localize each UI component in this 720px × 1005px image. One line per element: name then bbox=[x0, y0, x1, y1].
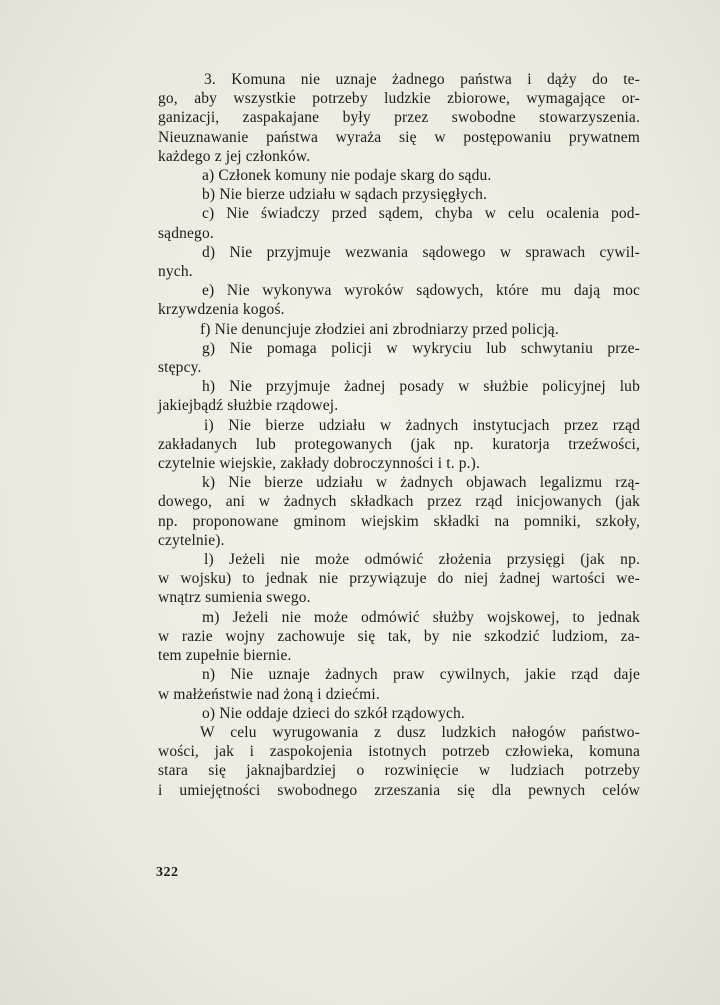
text-line: e) Nie wykonywa wyroków sądowych, które mu dają moc bbox=[202, 282, 640, 300]
text-line: b) Nie bierze udziału w sądach przysięgłych. bbox=[202, 186, 488, 204]
text-line: wości, jak i zaspokojenia istotnych potrzeb człowieka, komuna bbox=[158, 743, 640, 761]
text-line: n) Nie uznaje żadnych praw cywilnych, jakie rząd daje bbox=[202, 666, 640, 684]
text-line: c) Nie świadczy przed sądem, chyba w celu ocalenia pod- bbox=[202, 205, 640, 223]
text-line: np. proponowane gminom wiejskim składki na pomniki, szkoły, bbox=[158, 512, 640, 530]
text-line: g) Nie pomaga policji w wykryciu lub schwytaniu prze- bbox=[202, 339, 640, 357]
text-line: l) Jeżeli nie może odmówić złożenia przysięgi (jak np. bbox=[204, 551, 640, 569]
page-number: 322 bbox=[156, 865, 179, 880]
text-line: a) Członek komuny nie podaje skarg do sądu. bbox=[202, 167, 492, 185]
text-line: k) Nie bierze udziału w żadnych objawach legalizmu rzą- bbox=[202, 474, 640, 492]
text-line: d) Nie przyjmuje wezwania sądowego w sprawach cywil- bbox=[202, 243, 640, 261]
text-line: czytelnie). bbox=[158, 531, 225, 549]
text-line: w małżeństwie nad żoną i dziećmi. bbox=[158, 685, 380, 703]
text-line: h) Nie przyjmuje żadnej posady w służbie policyjnej lub bbox=[202, 378, 640, 396]
text-line: nych. bbox=[158, 263, 193, 281]
text-line: w razie wojny zachowuje się tak, by nie szkodzić ludziom, za- bbox=[158, 627, 640, 645]
text-line: każdego z jej członków. bbox=[158, 147, 311, 165]
text-line: stara się jaknajbardziej o rozwinięcie w ludziach potrzeby bbox=[158, 762, 640, 780]
text-line: sądnego. bbox=[158, 224, 214, 242]
text-line: o) Nie oddaje dzieci do szkół rządowych. bbox=[202, 704, 465, 722]
text-line: m) Jeżeli nie może odmówić służby wojskowej, to jednak bbox=[202, 608, 640, 626]
text-line: czytelnie wiejskie, zakłady dobroczynności i t. p.). bbox=[158, 455, 481, 473]
text-line: f) Nie denuncjuje złodziei ani zbrodniarzy przed policją. bbox=[200, 320, 559, 338]
body-text bbox=[158, 70, 640, 800]
text-line: jakiejbądź służbie rządowej. bbox=[158, 397, 339, 415]
text-line: stępcy. bbox=[158, 359, 202, 377]
text-line: tem zupełnie biernie. bbox=[158, 647, 292, 665]
text-line: i) Nie bierze udziału w żadnych instytucjach przez rząd bbox=[204, 416, 640, 434]
text-line: W celu wyrugowania z dusz ludzkich nałogów państwo- bbox=[200, 723, 640, 741]
text-line: wnątrz sumienia swego. bbox=[158, 589, 311, 607]
text-line: go, aby wszystkie potrzeby ludzkie zbiorowe, wymagające or- bbox=[158, 90, 640, 108]
text-line: ganizacji, zaspakajane były przez swobodne stowarzyszenia. bbox=[158, 109, 640, 127]
text-line: Nieuznawanie państwa wyraża się w postępowaniu prywatnem bbox=[158, 128, 640, 146]
text-line: i umiejętności swobodnego zrzeszania się dla pewnych celów bbox=[158, 781, 640, 799]
text-line: krzywdzenia kogoś. bbox=[158, 301, 285, 319]
text-line: w wojsku) to jednak nie przywiązuje do niej żadnej wartości we- bbox=[158, 570, 640, 588]
text-line: zakładanych lub protegowanych (jak np. kuratorja trzeźwości, bbox=[158, 435, 640, 453]
text-line: 3. Komuna nie uznaje żadnego państwa i dąży do te- bbox=[204, 71, 640, 88]
text-line: dowego, ani w żadnych składkach przez rząd inicjowanych (jak bbox=[158, 493, 640, 511]
